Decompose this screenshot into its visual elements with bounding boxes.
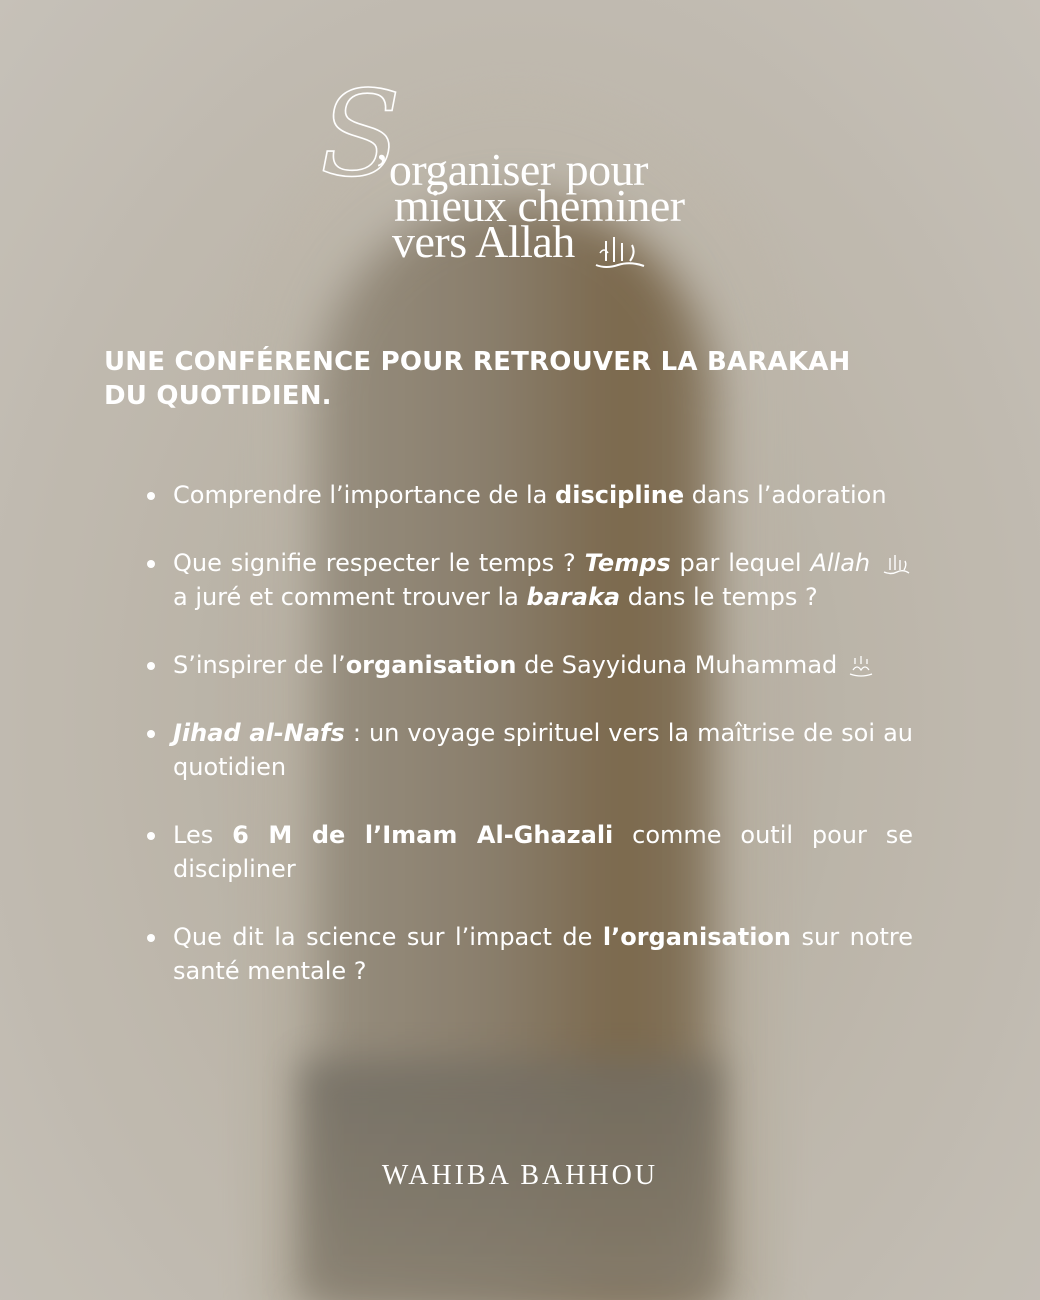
- list-item: Les 6 M de l’Imam Al-Ghazali comme outil pour se discipliner: [145, 818, 913, 886]
- list-item: Que signifie respecter le temps ? Temps par lequel Allah a juré et comment trouver la baraka dans le temps ?: [145, 546, 913, 614]
- logo-line-2: mieux cheminer: [394, 180, 685, 231]
- list-item: Jihad al-Nafs : un voyage spirituel vers la maîtrise de soi au quotidien: [145, 716, 913, 784]
- allah-honorific-icon: [592, 231, 652, 271]
- list-item: S’inspirer de l’organisation de Sayyiduna Muhammad: [145, 648, 913, 682]
- speaker-name: WAHIBA BAHHOU: [381, 1160, 659, 1191]
- salawat-honorific-icon: [847, 654, 875, 678]
- logo-line-1: ’organiser pour: [374, 144, 648, 195]
- title-logo: [320, 65, 740, 275]
- list-item: Comprendre l’importance de la discipline dans l’adoration: [145, 478, 913, 512]
- logo-line-3: vers Allah: [392, 216, 575, 267]
- allah-honorific-icon: [881, 552, 911, 576]
- list-item: Que dit la science sur l’impact de l’organisation sur notre santé mentale ?: [145, 920, 913, 988]
- topics-list: [145, 478, 913, 1022]
- conference-heading: UNE CONFÉRENCE POUR RETROUVER LA BARAKAH DU QUOTIDIEN.: [104, 347, 851, 411]
- logo-initial: S: [320, 65, 401, 203]
